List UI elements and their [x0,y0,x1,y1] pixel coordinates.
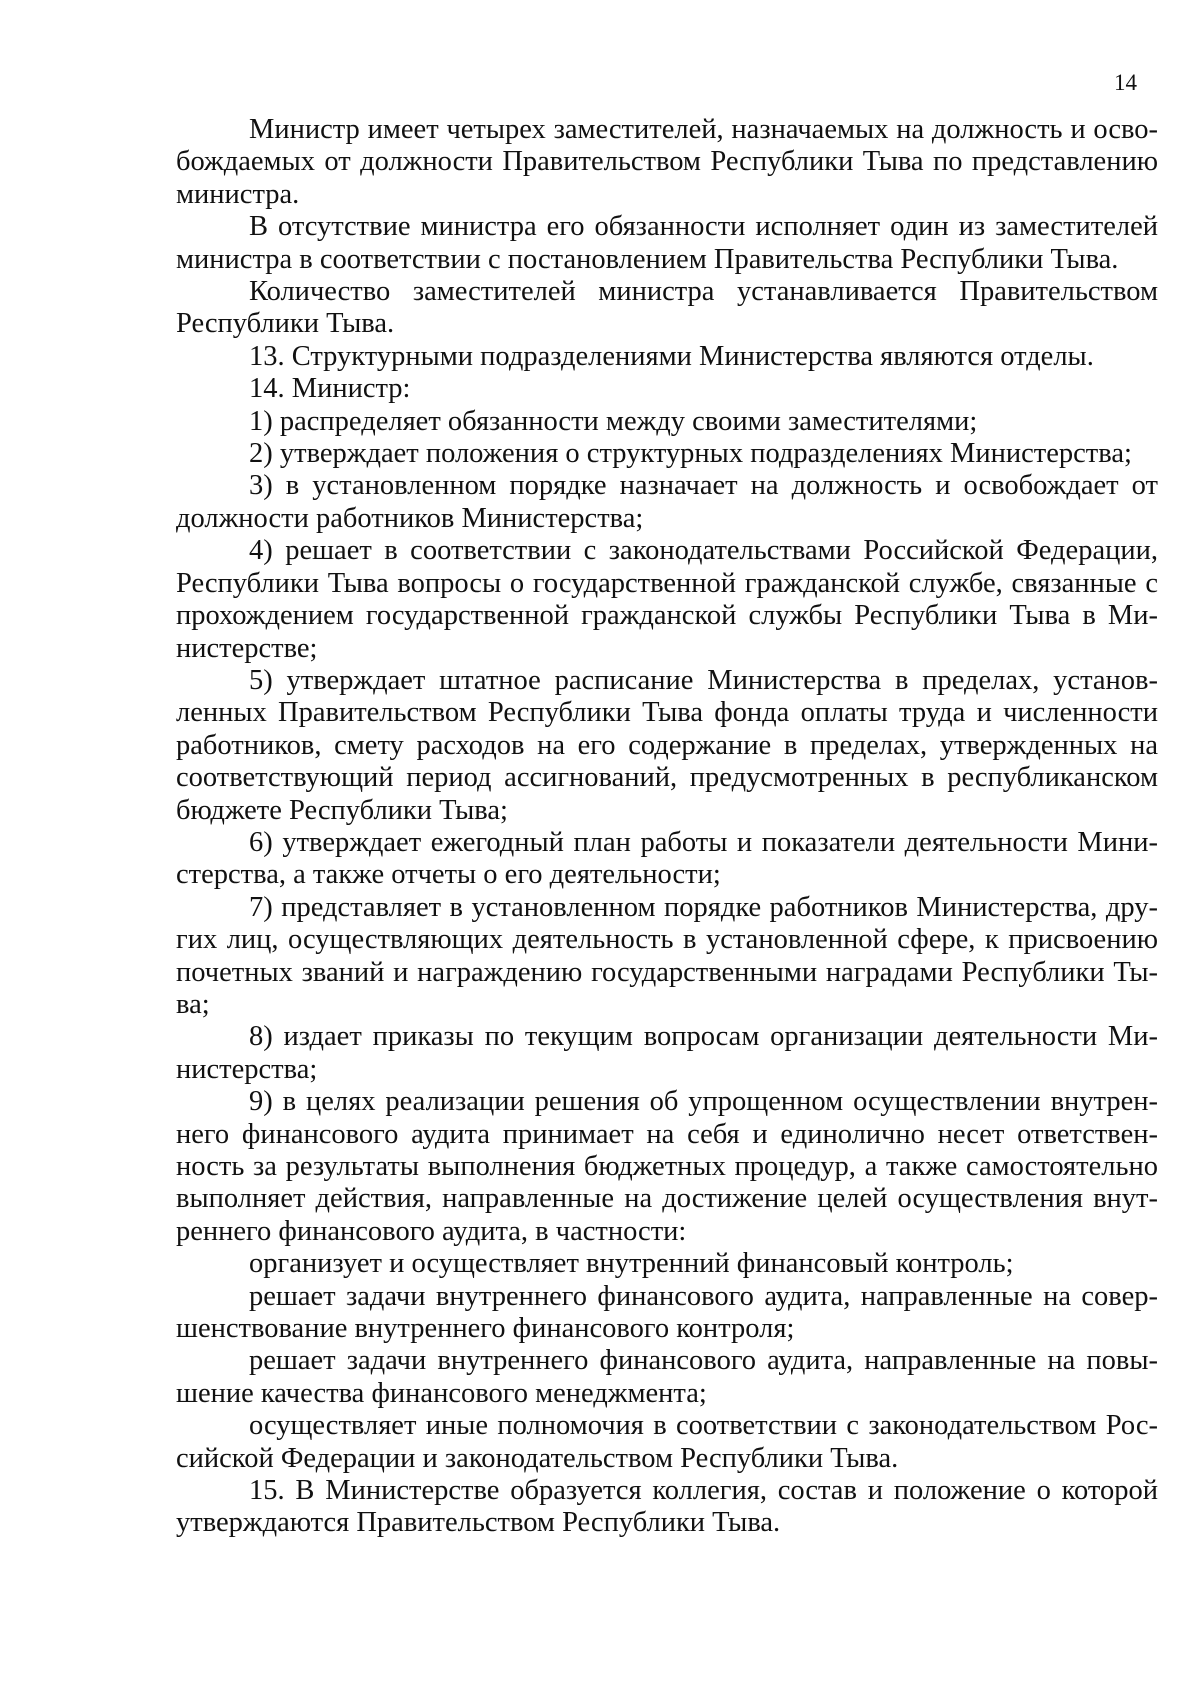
sub-item: осуществляет иные полномочия в соответствии с законодательством Российской Федерации и законодательством Республики Тыва. [176,1410,1158,1474]
paragraph: 14. Министр: [249,373,411,405]
list-item: 9) в целях реализации решения об упрощенном осуществлении внутреннего финансового аудита принимает на себя и единолично несет ответственность за результаты выполнения бюджетных процедур, а также самостоятельно выполняет действия, направленные на достижение целей осуществления внутреннего финансового аудита, в частности: [176,1086,1158,1247]
paragraph: 15. В Министерстве образуется коллегия, состав и положение о которой утверждаются Правительством Республики Тыва. [176,1475,1158,1539]
paragraph: Количество заместителей министра устанавливается Правительством Республики Тыва. [176,276,1158,340]
list-item: 6) утверждает ежегодный план работы и показатели деятельности Министерства, а также отчеты о его деятельности; [176,826,1158,891]
list-item: 5) утверждает штатное расписание Министерства в пределах, установленных Правительством Республики Тыва фонда оплаты труда и численности работников, смету расходов на его содержание в пределах, утвержденных на соответствующий период ассигнований, предусмотренных в республиканском бюджете Республики Тыва; [176,664,1158,826]
list-item: 4) решает в соответствии с законодательствами Российской Федерации, Республики Тыва вопросы о государственной гражданской службе, связанные с прохождением государственной гражданской службы Республики Тыва в Министерстве; [176,535,1158,664]
sub-item: организует и осуществляет внутренний финансовый контроль; [249,1248,1014,1280]
page-number: 14 [1114,70,1137,95]
document-body [176,114,1158,1540]
list-item: 2) утверждает положения о структурных подразделениях Министерства; [249,438,1132,470]
list-item: 8) издает приказы по текущим вопросам организации деятельности Министерства; [176,1021,1158,1085]
sub-item: решает задачи внутреннего финансового аудита, направленные на совершенствование внутреннего финансового контроля; [176,1280,1158,1345]
sub-item: решает задачи внутреннего финансового аудита, направленные на повышение качества финансового менеджмента; [176,1345,1158,1409]
list-item: 3) в установленном порядке назначает на должность и освобождает от должности работников Министерства; [176,470,1158,534]
paragraph: В отсутствие министра его обязанности исполняет один из заместителей министра в соответствии с постановлением Правительства Республики Тыва. [176,211,1158,275]
list-item: 1) распределяет обязанности между своими заместителями; [249,405,978,437]
paragraph: 13. Структурными подразделениями Министерства являются отделы. [249,340,1094,372]
paragraph: Министр имеет четырех заместителей, назначаемых на должность и освобождаемых от должности Правительством Республики Тыва по представлению министра. [176,114,1158,210]
list-item: 7) представляет в установленном порядке работников Министерства, других лиц, осуществляющих деятельность в установленной сфере, к присвоению почетных званий и награждению государственными наградами Республики Тыва; [176,891,1158,1020]
